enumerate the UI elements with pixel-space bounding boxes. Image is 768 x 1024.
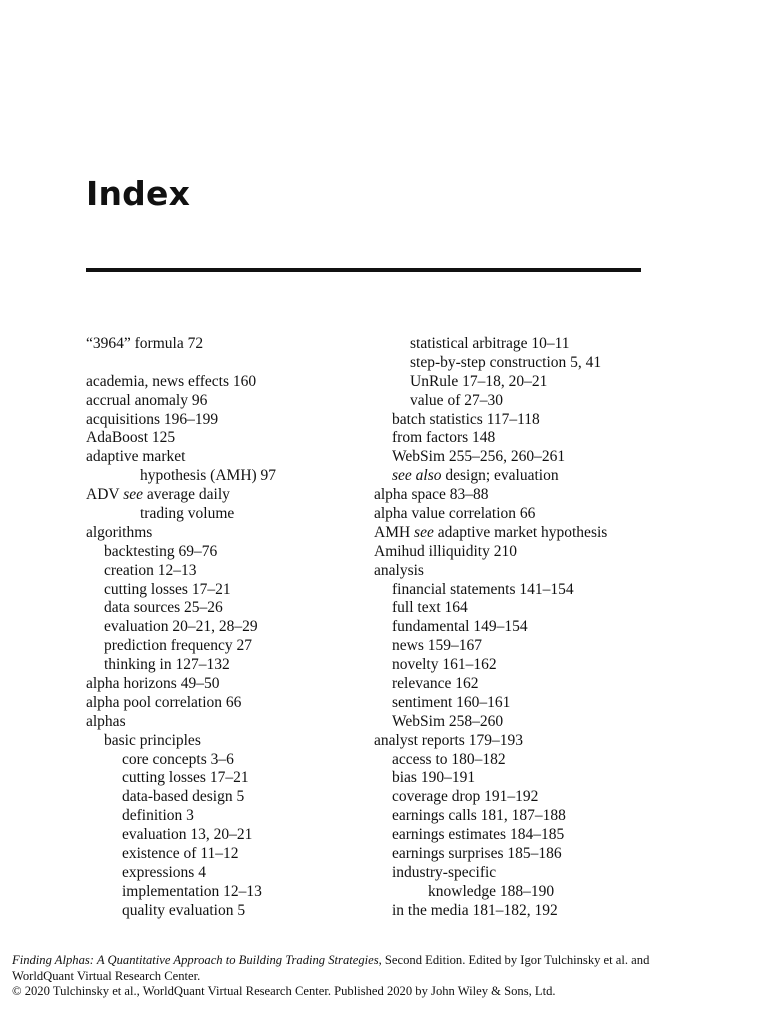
index-entry: acquisitions 196–199 — [86, 410, 219, 428]
copyright-footer — [12, 953, 757, 1000]
index-entry: prediction frequency 27 — [104, 637, 253, 655]
book-title: Finding Alphas: A Quantitative Approach to Building Trading Strategies — [12, 953, 379, 967]
entry-text: AMH — [374, 523, 415, 541]
index-entry: knowledge 188–190 — [428, 882, 555, 900]
entry-see-reference: see also — [392, 467, 442, 485]
entry-text: ADV — [86, 486, 124, 504]
index-column-right — [374, 335, 664, 921]
index-entry: creation 12–13 — [104, 561, 197, 579]
index-entry: alpha horizons 49–50 — [86, 675, 220, 693]
index-entry: alpha value correlation 66 — [374, 505, 536, 523]
entry-see-reference: see — [123, 486, 143, 504]
index-entry: Amihud illiquidity 210 — [374, 542, 517, 560]
page-title: Index — [86, 174, 191, 213]
entry-gap — [86, 354, 376, 373]
footer-line-3: © 2020 Tulchinsky et al., WorldQuant Virtual Research Center. Published 2020 by John Wiley & Sons, Ltd. — [12, 984, 556, 998]
index-entry: hypothesis (AMH) 97 — [140, 467, 277, 485]
index-entry: evaluation 13, 20–21 — [122, 826, 253, 844]
index-entry: existence of 11–12 — [122, 845, 239, 863]
entry-see-reference: see — [414, 523, 434, 541]
index-column-left — [86, 335, 376, 921]
index-entry: basic principles — [104, 731, 201, 749]
index-entry: from factors 148 — [392, 429, 496, 447]
index-entry — [86, 486, 376, 505]
index-entry: quality evaluation 5 — [122, 901, 246, 919]
index-entry: industry-specific — [392, 863, 497, 881]
index-entry: alpha space 83–88 — [374, 486, 489, 504]
index-entry: evaluation 20–21, 28–29 — [104, 618, 258, 636]
index-entry — [374, 524, 664, 543]
index-entry: accrual anomaly 96 — [86, 391, 208, 409]
index-entry: analysis — [374, 561, 424, 579]
index-entry: algorithms — [86, 523, 153, 541]
footer-line-1 — [12, 953, 757, 969]
index-entry: “3964” formula 72 — [86, 335, 204, 352]
index-entry: step-by-step construction 5, 41 — [410, 353, 602, 371]
index-entry: access to 180–182 — [392, 750, 506, 768]
entry-text: average daily — [142, 486, 230, 504]
index-entry: sentiment 160–161 — [392, 693, 511, 711]
index-entry: thinking in 127–132 — [104, 656, 230, 674]
index-entry: alphas — [86, 712, 126, 730]
index-entry: financial statements 141–154 — [392, 580, 574, 598]
index-entry: expressions 4 — [122, 863, 206, 881]
index-entry: value of 27–30 — [410, 391, 503, 409]
index-entry: WebSim 258–260 — [392, 712, 504, 730]
index-entry: relevance 162 — [392, 675, 479, 693]
index-entry: news 159–167 — [392, 637, 482, 655]
index-entry: definition 3 — [122, 807, 194, 825]
index-entry: full text 164 — [392, 599, 468, 617]
index-entry: data-based design 5 — [122, 788, 245, 806]
index-entry: novelty 161–162 — [392, 656, 497, 674]
index-entry: statistical arbitrage 10–11 — [410, 335, 570, 352]
index-entry: AdaBoost 125 — [86, 429, 176, 447]
index-entry: adaptive market — [86, 448, 186, 466]
index-entry: bias 190–191 — [392, 769, 476, 787]
index-entry: earnings surprises 185–186 — [392, 845, 562, 863]
index-entry: core concepts 3–6 — [122, 750, 234, 768]
index-entry: trading volume — [140, 505, 235, 523]
index-entry: cutting losses 17–21 — [104, 580, 231, 598]
index-entry: in the media 181–182, 192 — [392, 901, 558, 919]
footer-line-2: WorldQuant Virtual Research Center. — [12, 968, 201, 983]
index-entry: backtesting 69–76 — [104, 542, 218, 560]
title-rule — [86, 268, 641, 272]
index-entry: cutting losses 17–21 — [122, 769, 249, 787]
index-entry: batch statistics 117–118 — [392, 410, 540, 428]
index-entry: UnRule 17–18, 20–21 — [410, 372, 548, 390]
index-entry: alpha pool correlation 66 — [86, 693, 242, 711]
entry-text: design; evaluation — [441, 467, 559, 485]
index-entry: analyst reports 179–193 — [374, 731, 523, 749]
index-entry: data sources 25–26 — [104, 599, 223, 617]
index-entry: earnings estimates 184–185 — [392, 826, 565, 844]
index-entry: academia, news effects 160 — [86, 372, 257, 390]
index-entry: implementation 12–13 — [122, 882, 262, 900]
index-entry: coverage drop 191–192 — [392, 788, 539, 806]
index-entry: fundamental 149–154 — [392, 618, 528, 636]
entry-text: adaptive market hypothesis — [433, 523, 608, 541]
edition-text: , Second Edition. Edited by Igor Tulchinsky et al. and — [378, 953, 650, 967]
index-entry: WebSim 255–256, 260–261 — [392, 448, 566, 466]
index-entry: earnings calls 181, 187–188 — [392, 807, 566, 825]
index-entry — [374, 467, 664, 486]
